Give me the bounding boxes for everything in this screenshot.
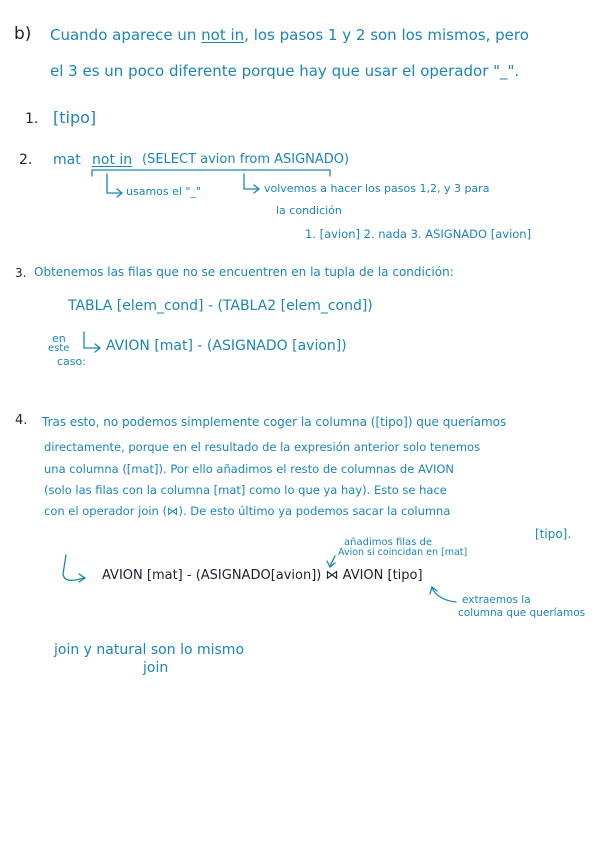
step-4-line-1: Tras esto, no podemos simplemente coger la columna ([tipo]) que queríamos	[42, 415, 507, 429]
step-4-annotation-bottom-1: extraemos la	[462, 594, 531, 606]
step-3-formula-general: TABLA [elem_cond] - (TABLA2 [elem_cond])	[68, 298, 373, 314]
step-2-notin-text: not in	[92, 152, 133, 168]
section-b-line-2: el 3 es un poco diferente porque hay que usar el operador "_".	[50, 62, 520, 80]
step-2-note-right-2: la condición	[276, 204, 342, 217]
section-b-marker: b)	[14, 24, 32, 44]
step-4-line-4: (solo las filas con la columna [mat] como lo que ya hay). Esto se hace	[44, 483, 447, 497]
section-b-line-1-a: Cuando aparece un	[50, 26, 197, 44]
step-2-note-left: usamos el "_"	[126, 185, 202, 198]
step-2-subquery: (SELECT avion from ASIGNADO)	[142, 152, 350, 167]
step-3-case-label-3: caso:	[57, 355, 86, 368]
step-3-text: Obtenemos las filas que no se encuentren en la tupla de la condición:	[34, 265, 454, 279]
step-1-marker: 1.	[25, 111, 39, 127]
footer-line-2: join	[143, 660, 169, 676]
step-4-line-3: una columna ([mat]). Por ello añadimos el resto de columnas de AVION	[44, 462, 454, 476]
step-3-case-label-2: este	[48, 343, 70, 354]
step-4-final-formula: AVION [mat] - (ASIGNADO[avion]) ⋈ AVION [tipo]	[102, 568, 423, 583]
step-3-case-label-1: en	[52, 332, 66, 345]
step-2-mat: mat	[53, 152, 81, 168]
step-2-substeps: 1. [avion] 2. nada 3. ASIGNADO [avion]	[305, 227, 532, 241]
step-4-line-2: directamente, porque en el resultado de la expresión anterior solo tenemos	[44, 440, 481, 454]
step-1-text: [tipo]	[53, 108, 97, 127]
step-3-marker: 3.	[15, 266, 27, 280]
step-4-annotation-top-1: añadimos filas de	[344, 537, 433, 548]
step-2-marker: 2.	[19, 152, 33, 168]
step-4-annotation-top-2: Avion si coincidan en [mat]	[338, 547, 468, 558]
step-4-marker: 4.	[15, 413, 28, 428]
step-2-note-right-1: volvemos a hacer los pasos 1,2, y 3 para	[264, 182, 490, 195]
step-2-notin	[92, 153, 132, 167]
step-4-annotation-bottom-2: columna que queríamos	[458, 607, 586, 619]
step-3-formula-case: AVION [mat] - (ASIGNADO [avion])	[106, 338, 347, 354]
section-b-line-1-b: , los pasos 1 y 2 son los mismos, pero	[244, 26, 529, 44]
step-4-line-5: con el operador join (⋈). De esto último ya podemos sacar la columna	[44, 504, 451, 518]
section-b-notin: not in	[201, 26, 245, 44]
step-4-tipo-suffix: [tipo].	[535, 527, 572, 541]
section-b-line-1	[50, 28, 529, 43]
footer-line-1: join y natural son lo mismo	[54, 642, 245, 658]
